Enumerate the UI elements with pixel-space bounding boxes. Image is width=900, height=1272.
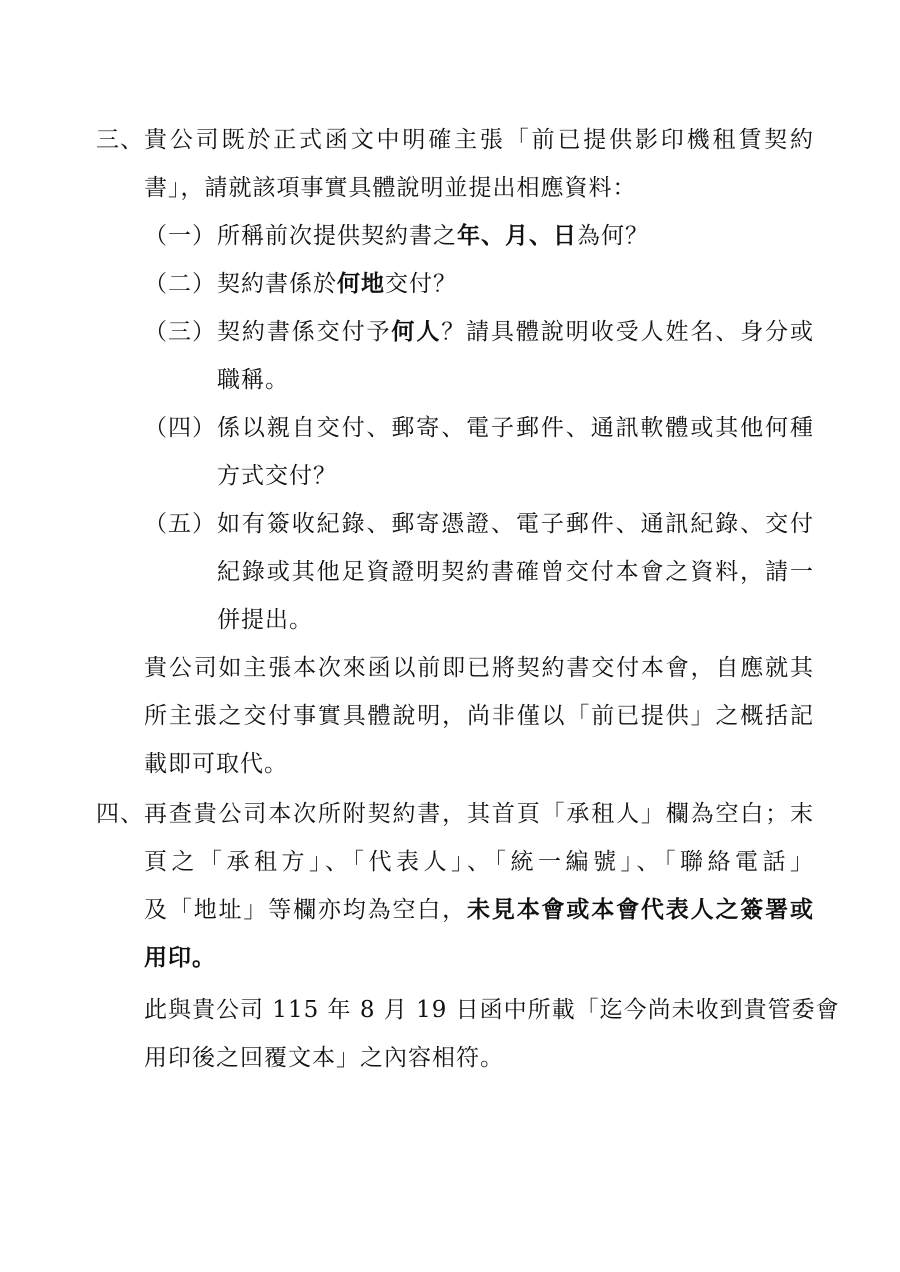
section-4-line-1: 再查貴公司本次所附契約書，其首頁「承租人」欄為空白；末 <box>144 801 814 827</box>
item-5-label: （五） <box>144 511 216 537</box>
item-3-continuation: 職稱。 <box>217 367 289 393</box>
item-1-emphasis: 年、月、日 <box>457 222 577 249</box>
section-3-note-line-3: 載即可取代。 <box>144 751 288 777</box>
item-4-label: （四） <box>144 415 216 441</box>
section-3-number: 三、 <box>96 127 144 153</box>
item-2-label: （二） <box>144 271 216 297</box>
section-4-note-line-1: 此與貴公司 115 年 8 月 19 日函中所載「迄今尚未收到貴管委會 <box>144 997 840 1023</box>
item-4-continuation: 方式交付？ <box>217 463 337 489</box>
item-5-continuation-1: 紀錄或其他足資證明契約書確曾交付本會之資料，請一 <box>217 559 814 585</box>
section-4-line-4: 用印。 <box>144 944 216 971</box>
item-3-label: （三） <box>144 319 216 345</box>
section-4-line-3: 及「地址」等欄亦均為空白，未見本會或本會代表人之簽署或 <box>144 896 815 923</box>
item-1-label: （一） <box>144 223 216 249</box>
item-3-text: 契約書係交付予何人？請具體說明收受人姓名、身分或 <box>217 318 815 345</box>
item-4-text: 係以親自交付、郵寄、電子郵件、通訊軟體或其他何種 <box>217 415 814 441</box>
item-2-emphasis: 何地 <box>337 270 385 297</box>
section-3-line-2: 書」，請就該項事實具體說明並提出相應資料： <box>144 175 637 201</box>
item-1-text: 所稱前次提供契約書之年、月、日為何？ <box>217 222 649 249</box>
section-3-line-1: 貴公司既於正式函文中明確主張「前已提供影印機租賃契約 <box>144 127 814 153</box>
section-4-number: 四、 <box>96 801 144 827</box>
section-3-note-line-2: 所主張之交付事實具體說明，尚非僅以「前已提供」之概括記 <box>144 703 814 729</box>
item-3-emphasis: 何人 <box>391 318 442 345</box>
item-2-text: 契約書係於何地交付？ <box>217 270 457 297</box>
section-4-emphasis: 未見本會或本會代表人之簽署或 <box>467 896 815 923</box>
item-5-text: 如有簽收紀錄、郵寄憑證、電子郵件、通訊紀錄、交付 <box>217 511 814 537</box>
item-5-continuation-2: 併提出。 <box>217 607 313 633</box>
section-4-note-line-2: 用印後之回覆文本」之內容相符。 <box>144 1045 504 1071</box>
section-4-line-2: 頁之「承租方」、「代表人」、「統一編號」、「聯絡電話」 <box>144 849 814 875</box>
section-3-note-line-1: 貴公司如主張本次來函以前即已將契約書交付本會，自應就其 <box>144 655 814 681</box>
